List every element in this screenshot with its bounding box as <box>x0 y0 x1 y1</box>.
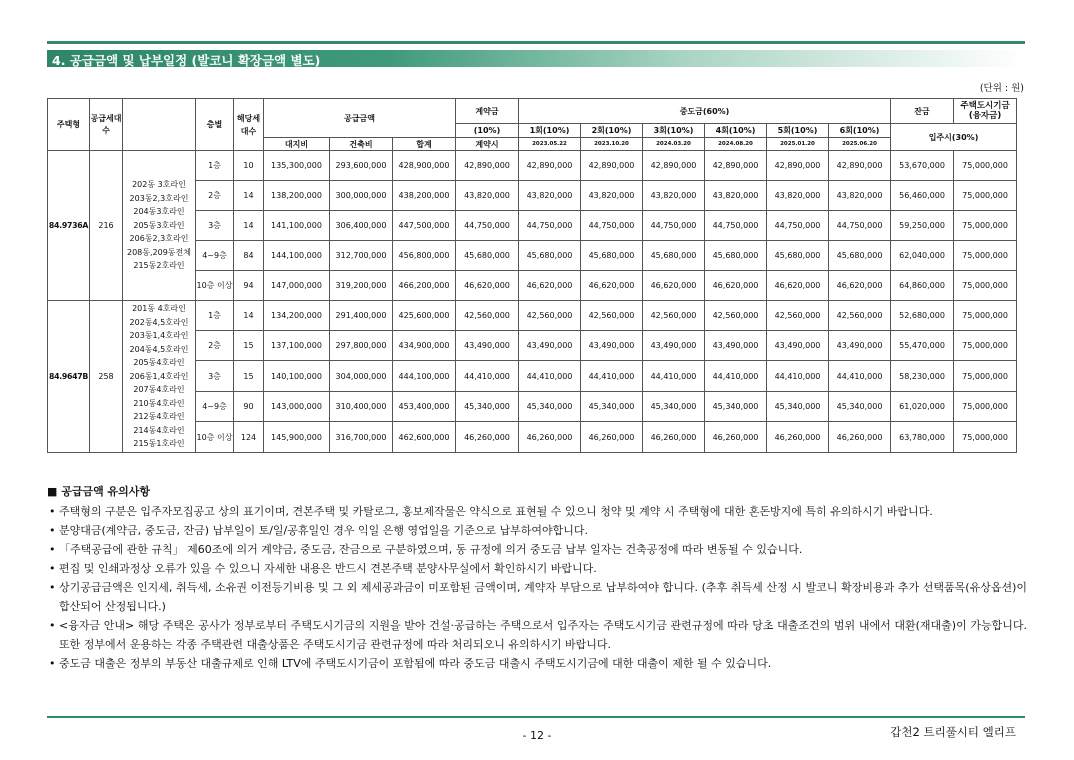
table-row <box>48 151 1017 181</box>
housing-fund-cell: 75,000,000 <box>954 331 1017 361</box>
interim-cell: 42,890,000 <box>581 151 643 181</box>
header-supply: 공급금액 <box>264 99 456 138</box>
total-price-cell: 462,600,000 <box>393 422 456 453</box>
table-row <box>48 301 1017 331</box>
interim-cell: 43,490,000 <box>767 331 829 361</box>
supply-units-cell: 216 <box>90 151 123 301</box>
interim-cell: 42,560,000 <box>705 301 767 331</box>
housing-fund-cell: 75,000,000 <box>954 241 1017 271</box>
top-rule <box>47 41 1025 44</box>
balance-cell: 55,470,000 <box>891 331 954 361</box>
balance-cell: 53,670,000 <box>891 151 954 181</box>
round-label: 4회(10%) <box>705 124 767 138</box>
round-label: 2회(10%) <box>581 124 643 138</box>
land-cost-cell: 137,100,000 <box>264 331 330 361</box>
floor-units-cell: 10 <box>234 151 264 181</box>
interim-cell: 46,260,000 <box>643 422 705 453</box>
header-floor-units: 해당세대수 <box>234 99 264 151</box>
note-text: 중도금 대출은 정부의 부동산 대출규제로 인해 LTV에 주택도시기금이 포함됨에 따라 중도금 대출시 주택도시기금에 대한 대출이 제한 될 수 있습니다. <box>59 657 772 670</box>
floor-cell: 3층 <box>196 211 234 241</box>
dong-line: 204동3호라인 <box>133 207 185 217</box>
note-item <box>47 654 1027 673</box>
interim-cell: 46,620,000 <box>829 271 891 301</box>
floor-units-cell: 15 <box>234 331 264 361</box>
build-cost-cell: 297,800,000 <box>330 331 393 361</box>
note-item <box>47 502 1027 521</box>
dong-line: 204동4,5호라인 <box>129 344 189 354</box>
note-text: 「주택공급에 관한 규칙」 제60조에 의거 계약금, 중도금, 잔금으로 구분하였으며, 동 규정에 의거 중도금 납부 일자는 건축공정에 따라 변동될 수 있습니다. <box>59 543 803 556</box>
floor-cell: 1층 <box>196 151 234 181</box>
floor-units-cell: 14 <box>234 211 264 241</box>
dong-line: 212동4호라인 <box>133 412 185 422</box>
dong-line: 215동1호라인 <box>133 439 185 449</box>
note-item <box>47 559 1027 578</box>
floor-cell: 2층 <box>196 181 234 211</box>
bullet-icon: • <box>49 505 56 518</box>
total-price-cell: 425,600,000 <box>393 301 456 331</box>
bottom-rule <box>47 716 1025 718</box>
interim-cell: 42,890,000 <box>643 151 705 181</box>
interim-cell: 43,820,000 <box>643 181 705 211</box>
interim-cell: 44,410,000 <box>581 361 643 392</box>
header-lines-blank <box>123 99 196 151</box>
interim-cell: 44,750,000 <box>643 211 705 241</box>
floor-units-cell: 15 <box>234 361 264 392</box>
housing-fund-cell: 75,000,000 <box>954 271 1017 301</box>
housing-fund-cell: 75,000,000 <box>954 181 1017 211</box>
deposit-cell: 44,750,000 <box>456 211 519 241</box>
deposit-cell: 45,680,000 <box>456 241 519 271</box>
build-cost-cell: 306,400,000 <box>330 211 393 241</box>
floor-cell: 10층 이상 <box>196 271 234 301</box>
land-cost-cell: 138,200,000 <box>264 181 330 211</box>
header-floor: 층별 <box>196 99 234 151</box>
interim-cell: 44,750,000 <box>581 211 643 241</box>
round-date: 2024.08.20 <box>705 138 767 151</box>
land-cost-cell: 140,100,000 <box>264 361 330 392</box>
header-deposit-pct: (10%) <box>456 124 519 138</box>
interim-cell: 44,750,000 <box>519 211 581 241</box>
footer-brand: 갑천2 트리풀시티 엘리프 <box>890 725 1016 739</box>
interim-cell: 46,620,000 <box>519 271 581 301</box>
round-date: 2025.06.20 <box>829 138 891 151</box>
interim-cell: 43,820,000 <box>519 181 581 211</box>
floor-units-cell: 94 <box>234 271 264 301</box>
land-cost-cell: 134,200,000 <box>264 301 330 331</box>
interim-cell: 44,410,000 <box>767 361 829 392</box>
round-date: 2023.05.22 <box>519 138 581 151</box>
balance-cell: 61,020,000 <box>891 392 954 422</box>
floor-cell: 2층 <box>196 331 234 361</box>
note-text: 상기공급금액은 인지세, 취득세, 소유권 이전등기비용 및 그 외 제세공과금이 미포함된 금액이며, 계약자 부담으로 납부하여야 합니다. (추후 취득세 산정 시 발코니 확장비용과 추가 선택품목(유상옵션)이 합산되어 산정됩니다.) <box>59 581 1027 613</box>
balance-cell: 52,680,000 <box>891 301 954 331</box>
dong-line: 208동,209동전체 <box>127 247 191 257</box>
total-price-cell: 456,800,000 <box>393 241 456 271</box>
dong-line: 205동3호라인 <box>133 220 185 230</box>
deposit-cell: 46,260,000 <box>456 422 519 453</box>
deposit-cell: 44,410,000 <box>456 361 519 392</box>
interim-cell: 43,490,000 <box>829 331 891 361</box>
interim-cell: 45,340,000 <box>519 392 581 422</box>
dong-line: 202동 3호라인 <box>132 180 186 190</box>
price-schedule-table <box>47 98 1017 453</box>
deposit-cell: 43,820,000 <box>456 181 519 211</box>
note-text: 주택형의 구분은 입주자모집공고 상의 표기이며, 견본주택 및 카탈로그, 홍보제작물은 약식으로 표현될 수 있으니 청약 및 계약 시 주택형에 대한 혼돈방지에 특히 유의하시기 바랍니다. <box>59 505 933 518</box>
interim-cell: 44,410,000 <box>519 361 581 392</box>
deposit-cell: 42,560,000 <box>456 301 519 331</box>
interim-cell: 45,680,000 <box>519 241 581 271</box>
build-cost-cell: 300,000,000 <box>330 181 393 211</box>
dong-line: 203동2,3호라인 <box>129 193 189 203</box>
floor-cell: 4~9층 <box>196 392 234 422</box>
round-label: 3회(10%) <box>643 124 705 138</box>
build-cost-cell: 310,400,000 <box>330 392 393 422</box>
header-total: 합계 <box>393 138 456 151</box>
supply-units-cell: 258 <box>90 301 123 453</box>
balance-cell: 58,230,000 <box>891 361 954 392</box>
interim-cell: 44,750,000 <box>829 211 891 241</box>
unit-type-cell: 84.9647B <box>48 301 90 453</box>
interim-cell: 46,260,000 <box>705 422 767 453</box>
interim-cell: 46,260,000 <box>767 422 829 453</box>
interim-cell: 43,490,000 <box>643 331 705 361</box>
interim-cell: 43,820,000 <box>829 181 891 211</box>
deposit-cell: 45,340,000 <box>456 392 519 422</box>
dong-lines-cell <box>123 151 196 301</box>
interim-cell: 43,820,000 <box>767 181 829 211</box>
interim-cell: 42,560,000 <box>767 301 829 331</box>
land-cost-cell: 147,000,000 <box>264 271 330 301</box>
deposit-cell: 43,490,000 <box>456 331 519 361</box>
interim-cell: 42,890,000 <box>705 151 767 181</box>
interim-cell: 46,620,000 <box>767 271 829 301</box>
interim-cell: 46,620,000 <box>643 271 705 301</box>
floor-units-cell: 90 <box>234 392 264 422</box>
deposit-cell: 42,890,000 <box>456 151 519 181</box>
header-units: 공급세대수 <box>90 99 123 151</box>
bullet-icon: • <box>49 543 56 556</box>
header-interim: 중도금(60%) <box>519 99 891 124</box>
total-price-cell: 466,200,000 <box>393 271 456 301</box>
page-number: - 12 - <box>522 729 552 742</box>
notes-heading: ■ 공급금액 유의사항 <box>47 485 151 498</box>
section-header-bar <box>47 50 1025 67</box>
dong-line: 215동2호라인 <box>133 261 185 271</box>
interim-cell: 46,620,000 <box>581 271 643 301</box>
header-build: 건축비 <box>330 138 393 151</box>
note-text: 분양대금(계약금, 중도금, 잔금) 납부일이 토/일/공휴일인 경우 익일 은행 영업일을 기준으로 납부하여야합니다. <box>59 524 588 537</box>
balance-cell: 64,860,000 <box>891 271 954 301</box>
total-price-cell: 428,900,000 <box>393 151 456 181</box>
round-label: 1회(10%) <box>519 124 581 138</box>
price-table-body <box>48 151 1017 453</box>
total-price-cell: 438,200,000 <box>393 181 456 211</box>
build-cost-cell: 319,200,000 <box>330 271 393 301</box>
interim-cell: 45,680,000 <box>705 241 767 271</box>
interim-cell: 45,340,000 <box>581 392 643 422</box>
note-text: <융자금 안내> 해당 주택은 공사가 정부로부터 주택도시기금의 지원을 받아 건설·공급하는 주택으로서 입주자는 주택도시기금 관련규정에 따라 당초 대출조건의 범위 내에서 대환(재대출)이 가능합니다. 또한 정부에서 운용하는 각종 주택관련 대출상품은 주택도시기금 관련규정에 따라 처리되오니 유의하시기 바랍니다. <box>59 619 1027 651</box>
header-balance: 잔금 <box>891 99 954 124</box>
build-cost-cell: 293,600,000 <box>330 151 393 181</box>
housing-fund-cell: 75,000,000 <box>954 422 1017 453</box>
floor-cell: 4~9층 <box>196 241 234 271</box>
price-notes <box>47 483 1027 673</box>
header-deposit-when: 계약시 <box>456 138 519 151</box>
land-cost-cell: 144,100,000 <box>264 241 330 271</box>
interim-cell: 43,490,000 <box>705 331 767 361</box>
bullet-icon: • <box>49 657 56 670</box>
dong-line: 202동4,5호라인 <box>129 317 189 327</box>
housing-fund-cell: 75,000,000 <box>954 361 1017 392</box>
interim-cell: 42,560,000 <box>829 301 891 331</box>
dong-line: 206동2,3호라인 <box>129 234 189 244</box>
dong-line: 206동1,4호라인 <box>129 371 189 381</box>
interim-cell: 44,410,000 <box>829 361 891 392</box>
housing-fund-cell: 75,000,000 <box>954 301 1017 331</box>
interim-cell: 45,680,000 <box>581 241 643 271</box>
interim-cell: 45,340,000 <box>767 392 829 422</box>
header-fund: 주택도시기금 (융자금) <box>954 99 1017 124</box>
build-cost-cell: 291,400,000 <box>330 301 393 331</box>
floor-cell: 10층 이상 <box>196 422 234 453</box>
note-text: 편집 및 인쇄과정상 오류가 있을 수 있으니 자세한 내용은 반드시 견본주택 분양사무실에서 확인하시기 바랍니다. <box>59 562 597 575</box>
build-cost-cell: 316,700,000 <box>330 422 393 453</box>
round-label: 6회(10%) <box>829 124 891 138</box>
build-cost-cell: 312,700,000 <box>330 241 393 271</box>
interim-cell: 43,490,000 <box>519 331 581 361</box>
housing-fund-cell: 75,000,000 <box>954 151 1017 181</box>
interim-cell: 46,260,000 <box>581 422 643 453</box>
floor-units-cell: 14 <box>234 301 264 331</box>
round-date: 2024.03.20 <box>643 138 705 151</box>
header-deposit: 계약금 <box>456 99 519 124</box>
total-price-cell: 453,400,000 <box>393 392 456 422</box>
section-title: 4. 공급금액 및 납부일정 (발코니 확장금액 별도) <box>52 53 321 68</box>
interim-cell: 44,750,000 <box>705 211 767 241</box>
dong-line: 201동 4호라인 <box>132 304 186 314</box>
interim-cell: 46,620,000 <box>705 271 767 301</box>
bullet-icon: • <box>49 562 56 575</box>
deposit-cell: 46,620,000 <box>456 271 519 301</box>
round-label: 5회(10%) <box>767 124 829 138</box>
floor-units-cell: 124 <box>234 422 264 453</box>
header-type: 주택형 <box>48 99 90 151</box>
bullet-icon: • <box>49 619 56 632</box>
land-cost-cell: 141,100,000 <box>264 211 330 241</box>
note-item <box>47 540 1027 559</box>
dong-line: 203동1,4호라인 <box>129 331 189 341</box>
bullet-icon: • <box>49 581 56 594</box>
interim-cell: 45,340,000 <box>829 392 891 422</box>
interim-cell: 45,680,000 <box>643 241 705 271</box>
interim-cell: 43,820,000 <box>705 181 767 211</box>
floor-cell: 1층 <box>196 301 234 331</box>
note-item <box>47 616 1027 654</box>
round-date: 2025.01.20 <box>767 138 829 151</box>
unit-type-cell: 84.9736A <box>48 151 90 301</box>
interim-cell: 42,890,000 <box>767 151 829 181</box>
total-price-cell: 434,900,000 <box>393 331 456 361</box>
dong-lines-cell <box>123 301 196 453</box>
interim-cell: 43,820,000 <box>581 181 643 211</box>
interim-cell: 45,680,000 <box>767 241 829 271</box>
bullet-icon: • <box>49 524 56 537</box>
dong-line: 205동4호라인 <box>133 358 185 368</box>
interim-cell: 42,560,000 <box>581 301 643 331</box>
housing-fund-cell: 75,000,000 <box>954 211 1017 241</box>
dong-line: 210동4호라인 <box>133 398 185 408</box>
note-item <box>47 521 1027 540</box>
interim-cell: 42,890,000 <box>829 151 891 181</box>
interim-cell: 44,750,000 <box>767 211 829 241</box>
land-cost-cell: 143,000,000 <box>264 392 330 422</box>
round-date: 2023.10.20 <box>581 138 643 151</box>
balance-cell: 59,250,000 <box>891 211 954 241</box>
interim-cell: 45,680,000 <box>829 241 891 271</box>
balance-cell: 56,460,000 <box>891 181 954 211</box>
header-land: 대지비 <box>264 138 330 151</box>
notes-list <box>47 502 1027 673</box>
dong-line: 214동4호라인 <box>133 425 185 435</box>
floor-units-cell: 84 <box>234 241 264 271</box>
interim-cell: 42,890,000 <box>519 151 581 181</box>
interim-cell: 45,340,000 <box>705 392 767 422</box>
header-movein: 입주시(30%) <box>891 124 1017 151</box>
interim-cell: 42,560,000 <box>643 301 705 331</box>
interim-cell: 46,260,000 <box>829 422 891 453</box>
interim-cell: 44,410,000 <box>705 361 767 392</box>
interim-cell: 42,560,000 <box>519 301 581 331</box>
interim-cell: 44,410,000 <box>643 361 705 392</box>
floor-cell: 3층 <box>196 361 234 392</box>
total-price-cell: 444,100,000 <box>393 361 456 392</box>
build-cost-cell: 304,000,000 <box>330 361 393 392</box>
interim-cell: 45,340,000 <box>643 392 705 422</box>
land-cost-cell: 135,300,000 <box>264 151 330 181</box>
interim-cell: 46,260,000 <box>519 422 581 453</box>
interim-cell: 43,490,000 <box>581 331 643 361</box>
balance-cell: 63,780,000 <box>891 422 954 453</box>
balance-cell: 62,040,000 <box>891 241 954 271</box>
housing-fund-cell: 75,000,000 <box>954 392 1017 422</box>
unit-label: (단위 : 원) <box>979 83 1024 94</box>
dong-line: 207동4호라인 <box>133 385 185 395</box>
land-cost-cell: 145,900,000 <box>264 422 330 453</box>
floor-units-cell: 14 <box>234 181 264 211</box>
total-price-cell: 447,500,000 <box>393 211 456 241</box>
note-item <box>47 578 1027 616</box>
